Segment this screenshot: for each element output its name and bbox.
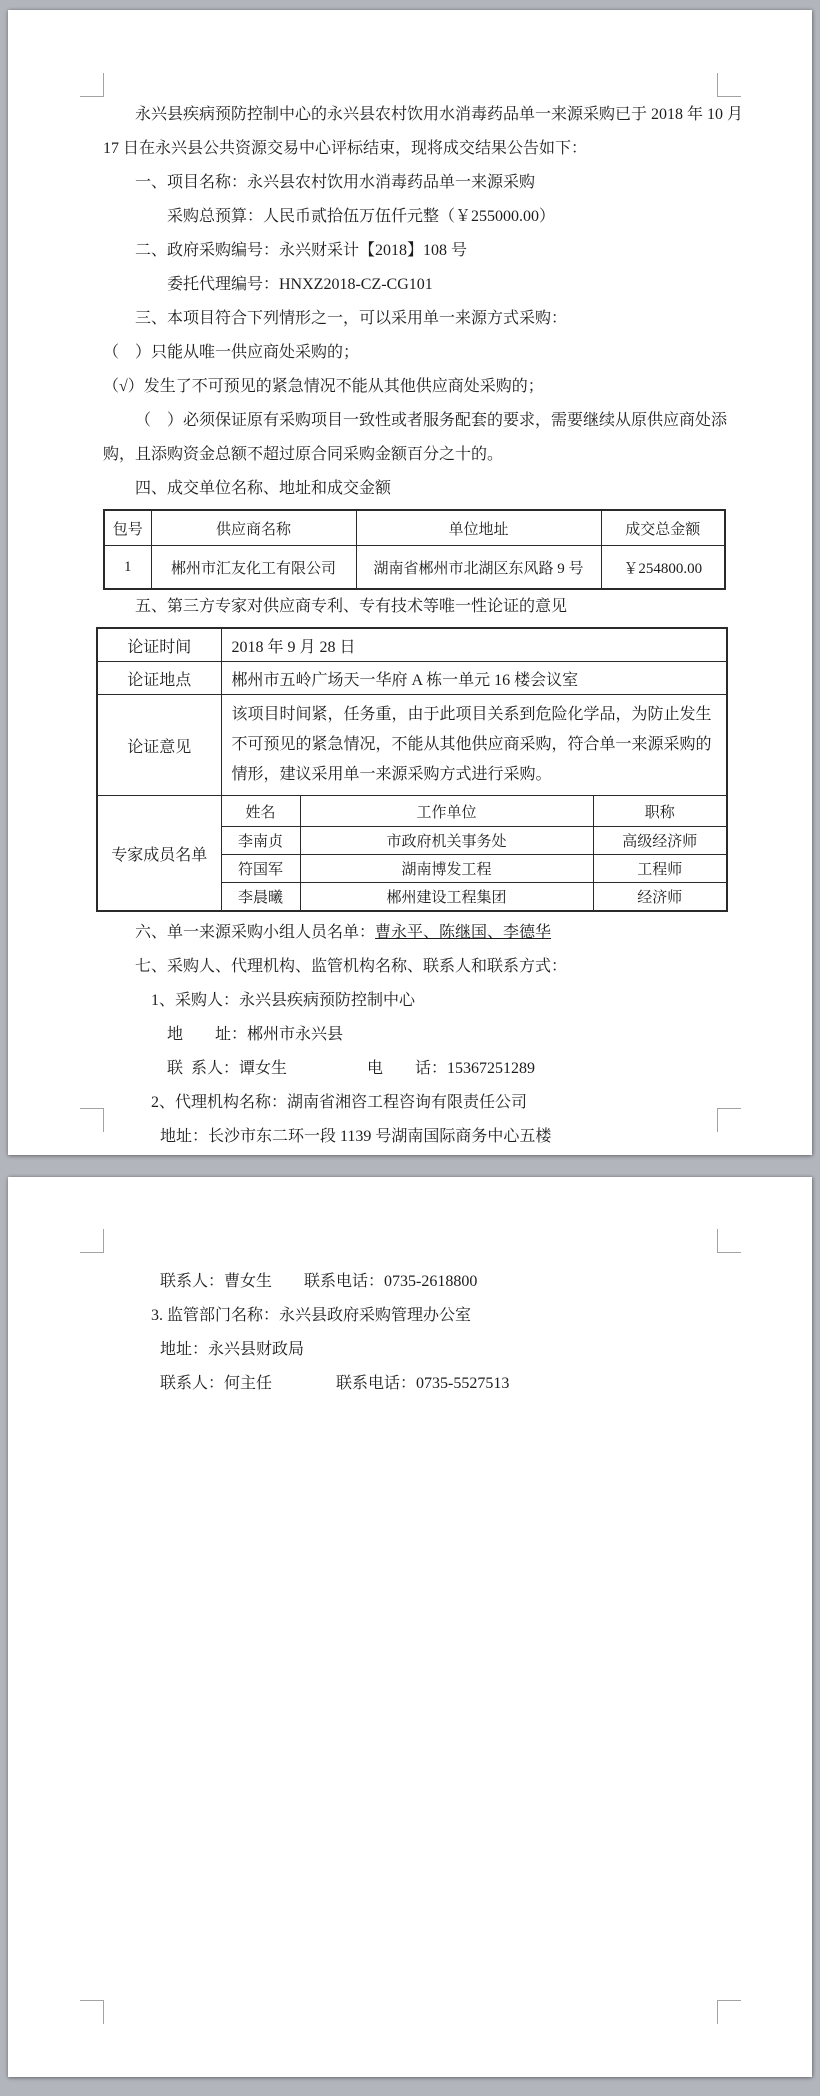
agent-address-line: 地址：长沙市东二环一段 1139 号湖南国际商务中心五楼 <box>160 1128 552 1145</box>
margin-mark-top-left <box>80 1229 104 1253</box>
expert-3-title: 经济师 <box>593 883 727 912</box>
expert-1-unit: 市政府机关事务处 <box>300 827 593 855</box>
margin-mark-top-right <box>717 73 741 97</box>
section-6-names: 曹永平、陈继国、李德华 <box>375 924 552 941</box>
section-2-title: 二、政府采购编号：永兴财采计【2018】108 号 <box>135 242 468 259</box>
expert-members-label: 专家成员名单 <box>97 796 221 912</box>
margin-mark-bottom-left <box>80 2000 104 2024</box>
regulator-contact-line: 联系人：何主任 联系电话：0735-5527513 <box>160 1375 510 1392</box>
page-1-content <box>103 98 758 1154</box>
col-header-address: 单位地址 <box>356 510 601 546</box>
expert-1-title: 高级经济师 <box>593 827 727 855</box>
expert-3-name: 李晨曦 <box>221 883 300 912</box>
section-4-title: 四、成交单位名称、地址和成交金额 <box>135 480 392 497</box>
agent-line: 2、代理机构名称：湖南省湘咨工程咨询有限责任公司 <box>151 1094 528 1111</box>
expert-3-unit: 郴州建设工程集团 <box>300 883 593 912</box>
winner-table-header-row <box>104 510 725 546</box>
proof-place-row <box>97 662 727 695</box>
cell-supplier-name: 郴州市汇友化工有限公司 <box>151 546 356 590</box>
margin-mark-top-right <box>717 1229 741 1253</box>
expert-opinion-table <box>96 627 728 912</box>
document-page-1 <box>8 10 812 1155</box>
proof-opinion-label: 论证意见 <box>97 695 221 796</box>
proof-place-label: 论证地点 <box>97 662 221 695</box>
section-6-prefix: 六、单一来源采购小组人员名单： <box>135 924 376 941</box>
regulator-address-line: 地址：永兴县财政局 <box>160 1341 305 1358</box>
option-3-line: （ ）必须保证原有采购项目一致性或者服务配套的要求，需要继续从原供应商处添购，且添购资金总额不超过原合同采购金额百分之十的。 <box>103 412 728 463</box>
section-5-title: 五、第三方专家对供应商专利、专有技术等唯一性论证的意见 <box>135 598 568 615</box>
section-6-line <box>103 916 758 950</box>
proof-time-label: 论证时间 <box>97 628 221 662</box>
purchaser-contact-line: 联 系人：谭女生 电 话：15367251289 <box>167 1060 536 1077</box>
proof-time-value: 2018 年 9 月 28 日 <box>221 628 727 662</box>
cell-supplier-address: 湖南省郴州市北湖区东风路 9 号 <box>356 546 601 590</box>
col-header-amount: 成交总金额 <box>601 510 725 546</box>
winner-table <box>103 509 726 590</box>
section-3-title: 三、本项目符合下列情形之一，可以采用单一来源方式采购： <box>135 310 568 327</box>
proof-time-row <box>97 628 727 662</box>
purchaser-line: 1、采购人：永兴县疾病预防控制中心 <box>151 992 416 1009</box>
col-header-package: 包号 <box>104 510 151 546</box>
expert-2-unit: 湖南博发工程 <box>300 855 593 883</box>
expert-col-unit: 工作单位 <box>300 796 593 827</box>
proof-opinion-value: 该项目时间紧，任务重，由于此项目关系到危险化学品，为防止发生不可预见的紧急情况，不能从其他供应商采购，符合单一来源采购的情形，建议采用单一来源采购方式进行采购。 <box>221 695 727 796</box>
page-2-content <box>103 1265 763 1401</box>
agency-number-line: 委托代理编号：HNXZ2018-CZ-CG101 <box>167 276 433 293</box>
option-1-line: （ ）只能从唯一供应商处采购的； <box>103 344 360 361</box>
option-2-checked-line: （√）发生了不可预见的紧急情况不能从其他供应商处采购的； <box>103 378 544 395</box>
expert-2-title: 工程师 <box>593 855 727 883</box>
winner-table-row <box>104 546 725 590</box>
section-1-title: 一、项目名称：永兴县农村饮用水消毒药品单一来源采购 <box>135 174 536 191</box>
margin-mark-bottom-left <box>80 1108 104 1132</box>
section-7-title: 七、采购人、代理机构、监管机构名称、联系人和联系方式： <box>135 958 568 975</box>
cell-package-no: 1 <box>104 546 151 590</box>
proof-opinion-row <box>97 695 727 796</box>
expert-header-row <box>97 796 727 827</box>
expert-1-name: 李南贞 <box>221 827 300 855</box>
cell-amount: ￥254800.00 <box>601 546 725 590</box>
budget-line: 采购总预算：人民币贰拾伍万伍仟元整（￥255000.00） <box>167 208 556 225</box>
margin-mark-top-left <box>80 73 104 97</box>
col-header-supplier: 供应商名称 <box>151 510 356 546</box>
document-page-2 <box>8 1177 812 2077</box>
margin-mark-bottom-right <box>717 2000 741 2024</box>
expert-col-name: 姓名 <box>221 796 300 827</box>
regulator-line: 3. 监管部门名称：永兴县政府采购管理办公室 <box>151 1307 472 1324</box>
agent-contact-line: 联系人：曹女生 联系电话：0735-2618800 <box>160 1273 478 1290</box>
intro-paragraph: 永兴县疾病预防控制中心的永兴县农村饮用水消毒药品单一来源采购已于 2018 年 10 月 17 日在永兴县公共资源交易中心评标结束，现将成交结果公告如下： <box>103 106 748 157</box>
purchaser-address-line: 地 址：郴州市永兴县 <box>167 1026 344 1043</box>
expert-col-title: 职称 <box>593 796 727 827</box>
expert-2-name: 符国军 <box>221 855 300 883</box>
proof-place-value: 郴州市五岭广场天一华府 A 栋一单元 16 楼会议室 <box>221 662 727 695</box>
